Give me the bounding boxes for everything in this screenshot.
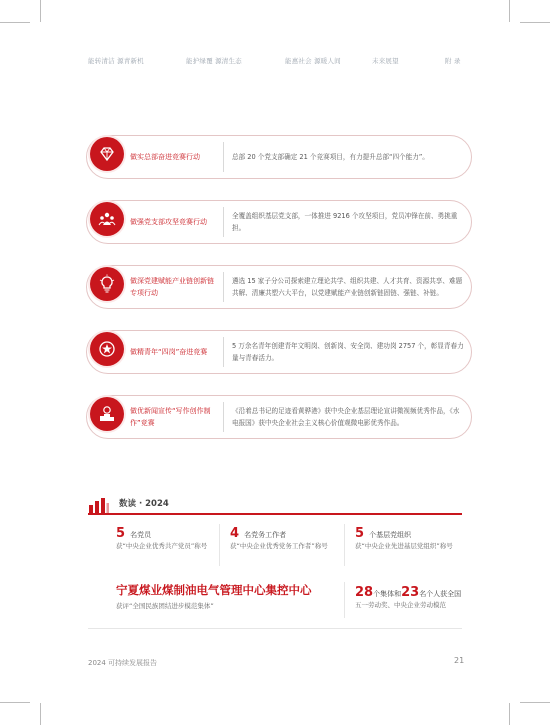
stat-labor-awards <box>355 581 465 611</box>
crop-mark <box>40 703 41 725</box>
divider <box>344 524 345 566</box>
headline-title: 宁夏煤业煤制油电气管理中心集控中心 <box>116 583 312 597</box>
report-title: 2024 可持续发展报告 <box>88 659 158 667</box>
nav-item-outlook[interactable]: 未来展望 <box>372 57 399 65</box>
stats-rule <box>88 513 462 515</box>
stat-text: 五一劳动奖、中央企业劳动模范 <box>355 601 446 609</box>
crop-mark <box>509 703 510 725</box>
crop-mark <box>509 0 510 22</box>
nav-item-society[interactable]: 能惠社会 源暖人间 <box>285 57 341 65</box>
stat-unit: 个基层党组织 <box>369 531 412 539</box>
headline-text: 获评“全国民族团结进步模范集体” <box>116 602 214 610</box>
stat-number: 5 <box>116 526 126 541</box>
crop-mark <box>40 0 41 22</box>
initiative-description: 《沿着总书记的足迹看黄骅港》获中央企业基层理论宣讲微视频优秀作品，《水电报国》获中央企业社会主义核心价值观微电影优秀作品。 <box>232 407 460 427</box>
initiative-row <box>86 395 472 439</box>
stat-unit: 名个人获全国 <box>419 590 462 598</box>
diamond-icon <box>90 137 124 171</box>
crop-mark <box>520 22 550 23</box>
youth-emblem-icon <box>90 332 124 366</box>
stats-title: 数读 · 2024 <box>119 499 169 509</box>
stat-unit: 个集体和 <box>373 590 402 598</box>
crop-mark <box>0 22 30 23</box>
initiative-title: 做精青年“四岗”奋进竞赛 <box>130 348 208 356</box>
stat-party-organizations <box>355 522 465 552</box>
stat-number: 28 <box>355 585 374 600</box>
divider <box>223 337 224 367</box>
initiative-row <box>86 265 472 309</box>
nav-item-appendix[interactable]: 附 录 <box>445 57 461 65</box>
stat-text: 获“中央企业优秀共产党员”称号 <box>116 542 208 550</box>
stat-headline <box>116 582 341 612</box>
footer-rule <box>88 628 462 629</box>
stat-text: 获“中央企业优秀党务工作者”称号 <box>230 542 328 550</box>
initiative-row <box>86 200 472 244</box>
lightbulb-icon <box>90 267 124 301</box>
nav-item-ecology[interactable]: 能护绿覆 源清生态 <box>186 57 242 65</box>
stat-text: 获“中央企业先进基层党组织”称号 <box>355 542 453 550</box>
section-navigation <box>0 56 550 70</box>
crop-mark <box>520 702 550 703</box>
stat-unit: 名党员 <box>130 531 152 539</box>
initiative-row <box>86 135 472 179</box>
page-number: 21 <box>454 656 465 665</box>
divider <box>223 207 224 237</box>
initiative-description: 全覆盖组织基层党支部，一体推进 9216 个攻坚项目，党员冲锋在前、勇挑重担。 <box>232 212 458 232</box>
initiative-title: 做实总部奋进竞赛行动 <box>130 153 200 161</box>
divider <box>223 142 224 172</box>
stat-number: 5 <box>355 526 365 541</box>
stat-number: 4 <box>230 526 240 541</box>
initiative-title: 做优新闻宣传“写作创作制作”竞赛 <box>130 407 211 427</box>
initiative-description: 总部 20 个党支部确定 21 个竞赛项目，有力提升总部“四个能力”。 <box>232 153 429 161</box>
initiative-row <box>86 330 472 374</box>
crop-mark <box>0 702 30 703</box>
stat-party-members <box>116 522 216 552</box>
award-podium-icon <box>90 397 124 431</box>
stat-unit: 名党务工作者 <box>244 531 287 539</box>
divider <box>223 402 224 432</box>
stat-number: 23 <box>401 585 420 600</box>
divider <box>344 582 345 618</box>
initiative-description: 遴选 15 家子分公司探索建立理论共学、组织共建、人才共育、资源共享、难题共解、清廉共塑六大平台，以党建赋能产业链创新链固链、强链、补链。 <box>232 277 463 297</box>
initiative-description: 5 万余名青年创建青年文明岗、创新岗、安全岗、建功岗 2757 个，彰显青春力量与青春活力。 <box>232 342 464 362</box>
divider <box>219 524 220 566</box>
nav-item-clean-energy[interactable]: 能转清洁 源青新机 <box>88 57 144 65</box>
initiative-title: 做强党支部攻坚竞赛行动 <box>130 218 207 226</box>
stat-party-workers <box>230 522 340 552</box>
initiative-title: 做深党建赋能产业链创新链专项行动 <box>130 277 214 297</box>
divider <box>223 272 224 302</box>
team-icon <box>90 202 124 236</box>
